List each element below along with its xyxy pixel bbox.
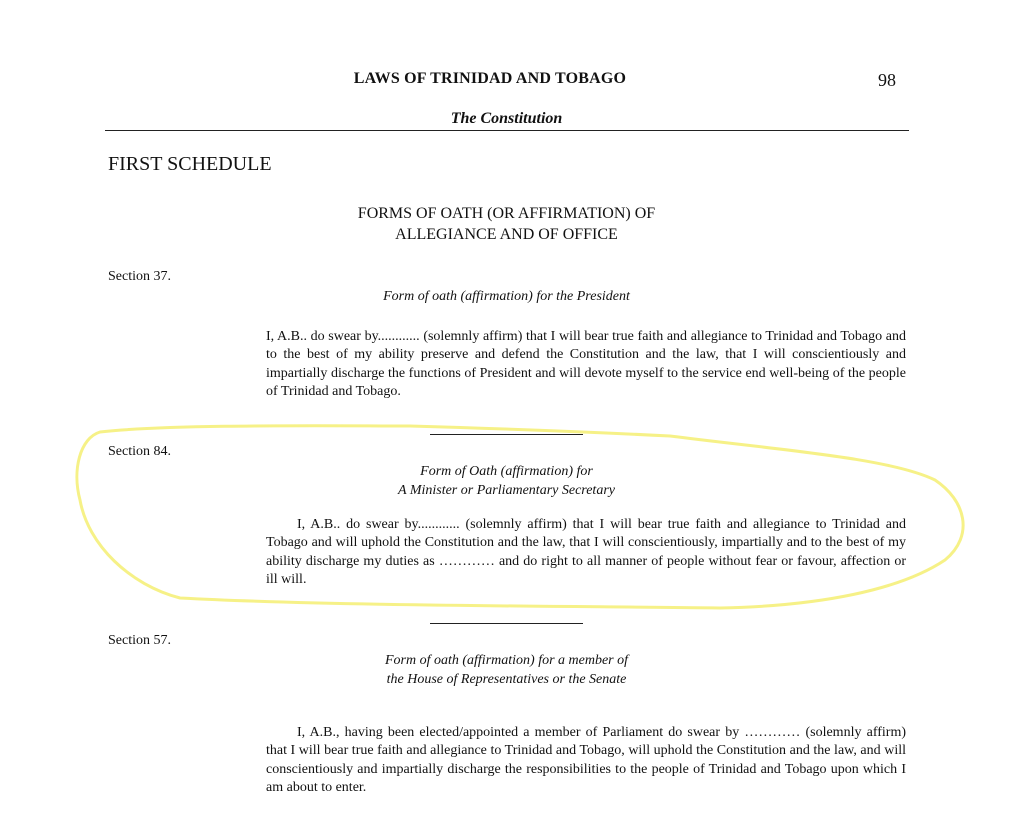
section-label-84: Section 84.	[108, 444, 171, 459]
form-title-line-1: Form of Oath (affirmation) for	[420, 464, 593, 479]
form-title-line-1: Form of oath (affirmation) for a member of	[384, 653, 629, 668]
section-label-37: Section 37.	[108, 269, 171, 284]
running-header-title: LAWS OF TRINIDAD AND TOBAGO	[353, 70, 627, 87]
schedule-title-line-1: FORMS OF OATH (OR AFFIRMATION) OF	[357, 205, 656, 222]
oath-text-president: I, A.B.. do swear by............ (solemnly affirm) that I will bear true faith and allegiance to Trinidad and Tobago and to the best of my ability preserve and defend the Constitution and the law, that I will conscientiously and impartially discharge the functions of President and will devote myself to the service end well-being of the people of Trinidad and Tobago.	[266, 329, 906, 399]
schedule-title-line-2: ALLEGIANCE AND OF OFFICE	[395, 226, 618, 243]
form-title-line-1: Form of oath (affirmation) for the President	[383, 289, 630, 304]
page-number: 98	[878, 70, 896, 90]
section-label-57: Section 57.	[108, 633, 171, 648]
oath-text-member-parliament: I, A.B., having been elected/appointed a member of Parliament do swear by ………… (solemnly affirm) that I will bear true faith and allegiance to Trinidad and Tobago, will uphold the Constitution and the law, and will conscientiously and impartially discharge the responsibilities to the people of Trinidad and Tobago upon which I am about to enter.	[266, 725, 906, 795]
running-header-subtitle: The Constitution	[450, 110, 563, 127]
form-title-line-2: A Minister or Parliamentary Secretary	[398, 483, 615, 498]
schedule-heading: FIRST SCHEDULE	[108, 153, 272, 175]
form-title-line-2: the House of Representatives or the Senate	[386, 672, 627, 687]
oath-text-minister: I, A.B.. do swear by............ (solemnly affirm) that I will bear true faith and allegiance to Trinidad and Tobago and will uphold the Constitution and the law, that I will conscientiously, impartially and to the best of my ability discharge my duties as ………… and do right to all manner of people without fear or favour, affection or ill will.	[266, 517, 906, 587]
